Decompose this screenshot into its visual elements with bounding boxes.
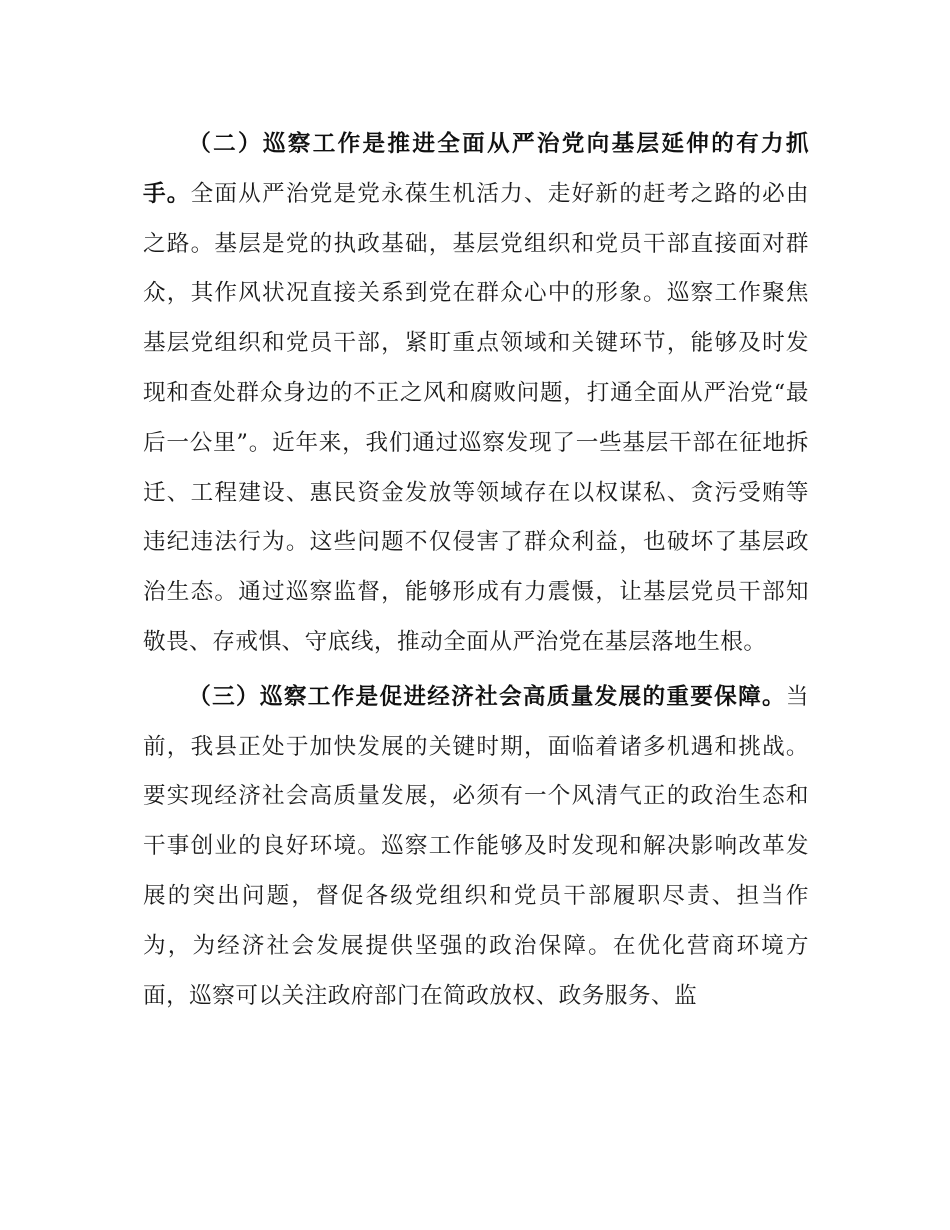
- paragraph-2: [143, 120, 809, 668]
- paragraph-2-body: 全面从严治党是党永葆生机活力、走好新的赶考之路的必由之路。基层是党的执政基础，基层党组织和党员干部直接面对群众，其作风状况直接关系到党在群众心中的形象。巡察工作聚焦基层党组织和党员干部，紧盯重点领域和关键环节，能够及时发现和查处群众身边的不正之风和腐败问题，打通全面从严治党“最后一公里”。近年来，我们通过巡察发现了一些基层干部在征地拆迁、工程建设、惠民资金发放等领域存在以权谋私、贪污受贿等违纪违法行为。这些问题不仅侵害了群众利益，也破坏了基层政治生态。通过巡察监督，能够形成有力震慑，让基层党员干部知敬畏、存戒惧、守底线，推动全面从严治党在基层落地生根。: [143, 180, 810, 655]
- paragraph-3-body: 当前，我县正处于加快发展的关键时期，面临着诸多机遇和挑战。要实现经济社会高质量发展，必须有一个风清气正的政治生态和干事创业的良好环境。巡察工作能够及时发现和解决影响改革发展的突出问题，督促各级党组织和党员干部履职尽责、担当作为，为经济社会发展提供坚强的政治保障。在优化营商环境方面，巡察可以关注政府部门在简政放权、政务服务、监: [143, 683, 809, 1009]
- paragraph-3-heading: （三）巡察工作是促进经济社会高质量发展的重要保障。: [188, 683, 786, 710]
- paragraph-3: [143, 673, 809, 1022]
- document-body: [143, 120, 809, 1021]
- paragraph-2-heading: （二）巡察工作是推进全面从严治党向基层延伸的有力抓手。: [143, 131, 809, 207]
